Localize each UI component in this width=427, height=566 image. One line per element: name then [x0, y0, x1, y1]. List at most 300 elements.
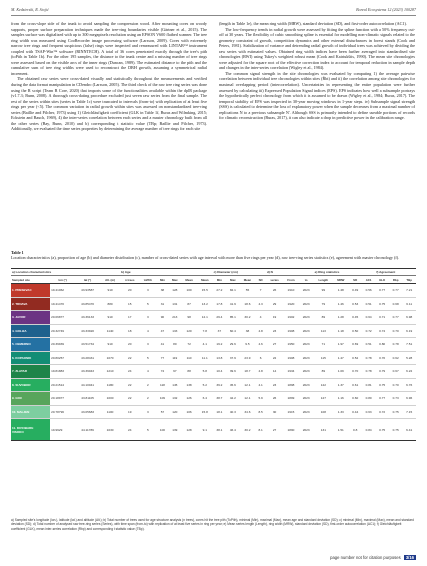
table-cell: 0.50	[348, 324, 361, 338]
table-cell: 0.45	[348, 311, 361, 325]
page-footer	[330, 555, 416, 560]
table-cell: 27	[266, 338, 283, 352]
table-cell: 113	[314, 324, 334, 338]
table-cell: 8.1	[255, 419, 266, 441]
table-cell: 19.41062	[50, 284, 75, 298]
table-cell: 9.1	[197, 419, 213, 441]
site-name-cell: 6. KOPAONIK	[11, 351, 50, 365]
column-header: Mean	[197, 276, 213, 284]
running-header-journal: Boreal Ecosystems 12 (2023) 100287	[356, 7, 416, 12]
column-header: Min	[213, 276, 226, 284]
site-name-cell: 9. GOC	[11, 392, 50, 406]
column-header: Mean	[240, 276, 256, 284]
table-group-header	[11, 269, 416, 276]
table-cell: 15.5	[197, 284, 213, 298]
paragraph: (length in Table 1e), the mean ring width (MRW), standard deviation (SD), and first-order autocorrelation (AC1).	[219, 21, 407, 26]
table-cell: 128	[168, 284, 181, 298]
table-cell: 60.4	[226, 324, 239, 338]
table-cell: 38.7	[213, 392, 226, 406]
column-header: From	[283, 276, 298, 284]
table-row	[11, 297, 416, 311]
column-header: Max	[226, 276, 239, 284]
footer-text: page number not for citation purposes	[330, 555, 401, 560]
table-cell: 6.41	[402, 419, 416, 441]
column-header: Mean	[181, 276, 197, 284]
table-cell: 30.2	[240, 419, 256, 441]
table-cell: 5.28	[402, 351, 416, 365]
table-cell: 1000	[100, 392, 120, 406]
table-cell: 0.71	[375, 311, 389, 325]
table-cell: 20.80257	[50, 351, 75, 365]
table-cell: 6.19	[402, 324, 416, 338]
column-header: series	[266, 276, 283, 284]
table-cell: 44.11789	[75, 419, 100, 441]
table-cell: 1899	[283, 392, 298, 406]
table-cell: 138	[181, 378, 197, 392]
right-text-column	[219, 21, 415, 121]
table-cell: 7.8	[197, 324, 213, 338]
table-cell: 17.8	[213, 297, 226, 311]
table-cell: 10.4	[213, 365, 226, 379]
table-cell: 0.75	[389, 419, 402, 441]
table-cell: 19.81883	[50, 365, 75, 379]
table-cell: 0.77	[389, 284, 402, 298]
table-cell: 6.4	[197, 392, 213, 406]
table-cell: 6	[255, 351, 266, 365]
paragraph: from the cross-slope side of the trunk to avoid sampling the compression wood. After mounting cores on woody supports, proper surface preparation techniques made the tree-ring boundaries visible (Gärtner et al., 2015). The samples surface was digitalized with up to 300 megapixels resolution using an EPSON V600 flatbed scanner. The tree ring width was measured using CooRecorder image processing software (Larsson, 2009). Cores with extremely narrow tree rings and frequent suspicious (false) rings were inspected and remeasured with LINTAB™ instrument coupled with TSAP-Win™ software (RINNTECH). A total of 36 cores penetrated exactly through the tree's pith (toPith in Table 1b). For the other 195 samples, the distance to the trunk centre and a missing number of tree rings were assessed based on the visible arcs of the inner rings (Duncan, 1989). The estimated distance to the pith and the cumulative sum of tree ring widths were used to reconstruct the DBH growth, assuming a symmetrical radial increment.	[11, 21, 207, 76]
table-cell: 7.51	[402, 338, 416, 352]
site-name-cell: 10. MALJEN	[11, 405, 50, 419]
header-rule	[11, 15, 416, 16]
table-cell: 12.1	[240, 392, 256, 406]
table-cell: 133	[168, 324, 181, 338]
column-header: Sampled site	[11, 276, 50, 284]
table-cell: 1950	[283, 338, 298, 352]
table-cell: 24	[120, 365, 139, 379]
table-cell: 4	[139, 365, 156, 379]
table-cell: 0.77	[375, 284, 389, 298]
table-cell: 98	[181, 311, 197, 325]
table-row	[11, 365, 416, 379]
table-cell: 41.9	[226, 297, 239, 311]
table-cell: 19.41470	[50, 297, 75, 311]
table-cell: 79	[314, 297, 334, 311]
table-cell: 1.51	[333, 419, 348, 441]
running-header-authors: M. Kedzierski, R. Stojić	[11, 7, 49, 12]
table-cell: 0.60	[348, 392, 361, 406]
left-text-column	[11, 21, 207, 132]
table-cell: 2023	[299, 419, 314, 441]
table-cell: 0.84	[362, 419, 375, 441]
table-cell: 108	[314, 405, 334, 419]
table-cell: 18.7	[240, 365, 256, 379]
table-cell: 77	[156, 351, 168, 365]
table-cell: 0.78	[362, 351, 375, 365]
table-cell: 43.39043	[75, 365, 100, 379]
table-cell: 20.32749	[50, 324, 75, 338]
table-cell: 3	[139, 284, 156, 298]
table-cell: 1910	[283, 284, 298, 298]
table-caption-text: Location characteristics (a), proportion of age (b) and diameter distribution (c), number of cross-dated series with age interval with more than five rings per year (d), raw tree-ring series statistics (e), agreement with master chronology (f).	[11, 255, 400, 261]
table-cell: 19.9929	[50, 419, 75, 441]
table-cell: 910	[100, 338, 120, 352]
table-cell: 4.1	[197, 338, 213, 352]
column-header: Max	[168, 276, 181, 284]
table-cell: 100	[181, 284, 197, 298]
table-cell: 8.5	[255, 405, 266, 419]
table-cell: 6.76	[402, 378, 416, 392]
table-footnote: a) Sampled site's longitude (lon.), latitude (lat.) and altitude (Alt.); b) Total number of trees used for age structure analysis (n trees), cores hit the tree pith (ToPith), minimal (Min), maximal (Max), mean age and standard deviation (SD); c) minimal (Min), maximal (Max), mean and standard deviation (SD); d) Total number of analysed raw tree-ring series (Series), with time span (from-to) with replication of at least five series in ring per year; e) Mean series length (Length), ring width (MRW), standard deviation (SD), first-order autocorrelation (AC1); f) Gleichläufigkeit coefficient (GLK), mean inter-series correlation (Rbp) and corresponding t statistic value (TBp).	[11, 518, 414, 531]
table-cell: 4	[255, 311, 266, 325]
table-cell: 23	[266, 378, 283, 392]
table-cell: 2023	[299, 311, 314, 325]
table-cell: 71	[314, 338, 334, 352]
table-cell: 0.74	[375, 324, 389, 338]
table-cell: 20.21514	[50, 378, 75, 392]
table-cell: 1908	[283, 351, 298, 365]
site-name-cell: 1. PRESEVAC	[11, 284, 50, 298]
table-cell: 30.2	[240, 311, 256, 325]
table-cell: 0.78	[389, 338, 402, 352]
table-cell: 43.33920	[75, 324, 100, 338]
table-cell: 5	[139, 297, 156, 311]
table-cell: 0.67	[389, 365, 402, 379]
table-cell: 910	[100, 311, 120, 325]
table-cell: 131	[168, 297, 181, 311]
table-cell: 0.70	[389, 378, 402, 392]
table-cell: 40.3	[226, 405, 239, 419]
table-cell: 0.63	[362, 405, 375, 419]
table-cell: 2023	[299, 284, 314, 298]
table-row	[11, 392, 416, 406]
table-cell: 100	[156, 419, 168, 441]
group-location: a) Location characteristics	[11, 269, 120, 276]
table-cell: 37	[213, 324, 226, 338]
table-cell: 2023	[299, 392, 314, 406]
column-header: Length	[314, 276, 334, 284]
table-cell: 55	[240, 284, 256, 298]
table-cell: 1210	[100, 365, 120, 379]
table-cell: 22	[120, 351, 139, 365]
table-cell: 4.8	[255, 365, 266, 379]
table-cell: 82.1	[226, 284, 239, 298]
paragraph: The low-frequency trends in radial growth were assessed by fitting the spline function with a 50% frequency cut-off at 30 years. The flexibility of cubic smoothing spline is essential for modelling non-climatic signals related to the geometry constraint of growth, competition dynamics and other external disturbances in forest stands (Cook and Peters, 1981). Stabilization of variance and detrending radial growth of individual trees was achieved by dividing the raw series with estimated values. Obtained ring width indices have been further averaged into standardised site chronologies (RWI) using Tukey's weighted robust mean (Cook and Kairiukštis, 1990). The mean site chronologies were adjusted for the square root of the effective correction index to account for temporal reduction in sample depth and changes in the inter-series correlation (Wigley et al., 1984).	[219, 26, 415, 71]
table-cell: 910	[100, 284, 120, 298]
table-cell: 29.4	[213, 311, 226, 325]
table-column-header	[11, 276, 416, 284]
table-cell: 38	[240, 324, 256, 338]
table-cell: 44.10041	[75, 378, 100, 392]
table-cell: 139	[168, 419, 181, 441]
table-cell: 2	[139, 378, 156, 392]
table-cell: 19	[266, 311, 283, 325]
table-cell: 26	[266, 284, 283, 298]
table-cell: 87	[181, 297, 197, 311]
table-cell: 1920	[283, 297, 298, 311]
table-cell: 6.22	[402, 365, 416, 379]
table-cell: 2023	[299, 378, 314, 392]
column-header: SD	[348, 276, 361, 284]
table-cell: 127	[314, 392, 334, 406]
group-agreement: f) Agreement	[375, 269, 416, 276]
table-caption	[11, 250, 416, 261]
table-cell: 1902	[283, 311, 298, 325]
table-cell: 122	[314, 378, 334, 392]
table-cell: 0.80	[362, 392, 375, 406]
table-cell: 1934	[283, 365, 298, 379]
table-cell: 29.6	[226, 338, 239, 352]
table-cell: 99	[314, 284, 334, 298]
table-cell: 57	[156, 405, 168, 419]
table-cell: 0.51	[362, 338, 375, 352]
column-header: toPith	[139, 276, 156, 284]
table-cell: 80	[168, 338, 181, 352]
table-cell: 1070	[100, 351, 120, 365]
table-cell: 18.6	[240, 297, 256, 311]
table-cell: 20	[120, 338, 139, 352]
column-header: to	[299, 276, 314, 284]
site-name-cell: 7. ZLATAR	[11, 365, 50, 379]
table-cell: 1915	[283, 405, 298, 419]
table-row	[11, 311, 416, 325]
table-cell: 145	[168, 378, 181, 392]
table-cell: 5.9	[255, 392, 266, 406]
table-cell: 1.46	[333, 297, 348, 311]
table-cell: 3	[139, 338, 156, 352]
table-cell: 30	[266, 405, 283, 419]
table-cell: 18.1	[213, 405, 226, 419]
table-cell: 1890	[283, 419, 298, 441]
table-cell: 0.75	[389, 405, 402, 419]
table-cell: 0.73	[389, 392, 402, 406]
group-age: b) Age	[120, 269, 213, 276]
table-cell: 3	[139, 311, 156, 325]
table-cell: 0.70	[389, 324, 402, 338]
table-cell: 0.56	[362, 284, 375, 298]
table-cell: 9.5	[240, 338, 256, 352]
site-name-cell: 2. TRNAVA	[11, 297, 50, 311]
table-cell: 11.1	[197, 351, 213, 365]
table-cell: 6.98	[402, 311, 416, 325]
column-header: AC1	[362, 276, 375, 284]
paragraph: The obtained raw series were cross-dated visually and statistically throughout the measurements and verified during the data format manipulation in CDendro (Larsson, 2005). The third check of the raw tree ring series was done using the R script (Team R Core, 2020) that imports some of the functionalities available within the dplR package (v1.7.3; Bunn, 2008). A thorough cross-dating procedure excluded just seven raw series from the final sample. The rest of the series within sites (series in Table 1c) were truncated to intervals (from-to) with replication of at least five rings per year (<5). The common variation in radial growth within sites was assessed on nonstandardized tree-ring series (Baillie and Pilcher, 1973) using 1) Gleichläufigkeit coefficient (GLK in Table 1f, Buras and Wilmking, 2015; Eckstein and Bauch, 1969), 4) the inter-series correlation between each series and a master chronology built from all the other series (Bay, Bunn, 2010) and b) corresponding t statistic value (TBp; Baillie and Pilcher, 1973). Additionally, we evaluated the time series properties by determining the average number of tree rings for each site	[11, 76, 207, 132]
table-cell: 115	[314, 351, 334, 365]
table-cell: 15.8	[197, 405, 213, 419]
table-cell: 0.70	[375, 351, 389, 365]
table-cell: 43.51734	[75, 338, 100, 352]
site-name-cell: 8. SUVOBOR	[11, 378, 50, 392]
table-row	[11, 419, 416, 441]
table-cell: 13.2	[197, 297, 213, 311]
table-cell: 2023	[299, 297, 314, 311]
table-cell: 19	[120, 405, 139, 419]
table-cell: 43.81105	[75, 392, 100, 406]
column-header: n trees	[120, 276, 139, 284]
table-cell: 13.8	[213, 351, 226, 365]
table-cell: 1100	[100, 405, 120, 419]
table-cell: 89	[314, 311, 334, 325]
location-table	[11, 268, 416, 441]
table-cell: 43.85470	[75, 297, 100, 311]
table-cell: 2023	[299, 365, 314, 379]
table-cell: 110	[181, 351, 197, 365]
table-row	[11, 405, 416, 419]
table-cell: 2023	[299, 324, 314, 338]
column-header: lon (°)	[50, 276, 75, 284]
table-cell: 2023	[299, 351, 314, 365]
table-cell: 1908	[283, 324, 298, 338]
table-cell: 23.9	[240, 351, 256, 365]
table-cell: 43.93587	[75, 284, 100, 298]
table-cell: 880	[100, 297, 120, 311]
table-cell: 97	[168, 365, 181, 379]
table-cell: 0.69	[348, 338, 361, 352]
table-cell: 1.28	[333, 311, 348, 325]
table-cell: 12.1	[197, 311, 213, 325]
site-name-cell: 3. JAVOR	[11, 311, 50, 325]
table-cell: 7	[255, 284, 266, 298]
table-cell: 132	[168, 392, 181, 406]
table-cell: 20.39939	[50, 338, 75, 352]
table-cell: 1180	[100, 378, 120, 392]
table-cell: 38.1	[213, 419, 226, 441]
table-cell: 1.16	[333, 392, 348, 406]
table-cell: 90	[156, 311, 168, 325]
table-cell: 37.9	[226, 351, 239, 365]
table-cell: 5	[139, 419, 156, 441]
table-cell: 0.78	[362, 365, 375, 379]
site-name-cell	[11, 419, 50, 441]
table-cell: 42.2	[226, 392, 239, 406]
table-cell: 0.61	[348, 378, 361, 392]
table-cell: 0.72	[362, 324, 375, 338]
table-cell: 0.81	[362, 378, 375, 392]
table-row	[11, 284, 416, 298]
table-cell: 1.09	[333, 365, 348, 379]
table-cell: 0.79	[375, 365, 389, 379]
table-cell: 118	[156, 378, 168, 392]
table-cell: 126	[181, 392, 197, 406]
table-cell: 23	[266, 324, 283, 338]
table-cell: 43.36133	[75, 311, 100, 325]
table-cell: 4.8	[255, 324, 266, 338]
table-cell: 5.8	[197, 365, 213, 379]
table-cell: 0.77	[389, 311, 402, 325]
table-cell: 17	[120, 311, 139, 325]
column-header: SD	[255, 276, 266, 284]
table-cell: 1898	[283, 378, 298, 392]
table-cell: 1140	[100, 324, 120, 338]
table-cell: 38	[156, 284, 168, 298]
table-cell: 15	[120, 297, 139, 311]
table-cell: 19.2	[213, 338, 226, 352]
table-cell: 2023	[299, 405, 314, 419]
table-cell: 18	[120, 324, 139, 338]
table-cell: 46.4	[226, 419, 239, 441]
table-cell: 20.06877	[50, 311, 75, 325]
table-cell: 2	[139, 392, 156, 406]
table-cell: 1.18	[333, 324, 348, 338]
table-cell: 31	[156, 297, 168, 311]
group-ring-stats: e) Ring statistics	[314, 269, 376, 276]
paragraph: The common signal strength in the site chronologies was evaluated by computing 1) the average pairwise correlation between individual tree chronologies within sites (R̄bt) and ii) the correlation among site chronologies for maximal overlapping period (intercorrelation). Uncertainties in representing the entire population were further assessed by calculating iii) Expressed Population Signal indices (EPS). EPS indicates how well a subsample portrays the hypothetically perfect chronology from which it is assumed to be drawn (Wigley et al., 1984; Buras, 2017). The temporal stability of EPS was inspected in 30-year moving windows in 1-year steps. iv) Subsample signal strength (SSS) is calculated to determine the loss of explanatory power when the sample decreases from a maximal number of replications N to a previous subsample N'. Although SSS is primarily intended to define useable portions of records for climatic reconstruction (Buras, 2017), it can also indicate a drop in predictive power in the calibration range.	[219, 70, 415, 121]
table-cell: 128	[181, 419, 197, 441]
table-cell: 119	[168, 351, 181, 365]
site-name-cell: 5. CEMERNO	[11, 338, 50, 352]
column-header: lat (°)	[75, 276, 100, 284]
site-name-line: VISOKO	[12, 429, 24, 434]
table-cell: 0.77	[375, 392, 389, 406]
table-cell: 120	[181, 324, 197, 338]
table-cell: 47	[156, 324, 168, 338]
column-header: MRW	[333, 276, 348, 284]
table-cell: 109	[156, 392, 168, 406]
table-cell: 43.05683	[75, 405, 100, 419]
table-cell: 43.28431	[75, 351, 100, 365]
table-cell: 6.11	[402, 297, 416, 311]
table-cell: 0.70	[348, 365, 361, 379]
table-cell: 1.48	[333, 284, 348, 298]
table-cell: 131	[314, 419, 334, 441]
table-cell: 6.96	[402, 392, 416, 406]
table-cell: 0.49	[348, 284, 361, 298]
column-header: TBp	[402, 276, 416, 284]
table-row	[11, 378, 416, 392]
table-cell: 72	[181, 338, 197, 352]
table-cell: 213	[168, 311, 181, 325]
group-diameter: c) Diameter (cm)	[213, 269, 266, 276]
table-cell: 20.78796	[50, 405, 75, 419]
table-cell: 74	[156, 365, 168, 379]
column-header: Alt. (m)	[100, 276, 120, 284]
column-header: Rbp	[389, 276, 402, 284]
table-cell: 0.53	[348, 297, 361, 311]
table-cell: 5.2	[197, 378, 213, 392]
table-cell: 22	[120, 392, 139, 406]
table-cell: 1030	[100, 419, 120, 441]
table-cell: 1.37	[333, 378, 348, 392]
table-cell: 0.72	[375, 405, 389, 419]
table-cell: 3	[139, 405, 156, 419]
table-cell: 27	[266, 419, 283, 441]
table-cell: 24	[120, 419, 139, 441]
table-cell: 29	[266, 297, 283, 311]
table-cell: 7.15	[402, 405, 416, 419]
table-cell: 1.47	[333, 351, 348, 365]
table-cell: 106	[181, 405, 197, 419]
table-cell: 0.75	[375, 378, 389, 392]
table-cell: 120	[168, 405, 181, 419]
column-header: GLK	[375, 276, 389, 284]
table-title: Table 1	[11, 250, 24, 255]
table-cell: 85.1	[226, 311, 239, 325]
site-name-line: 11. DIVCIBARE	[12, 425, 34, 430]
table-cell: 4.3	[255, 297, 266, 311]
table-cell: 7.21	[402, 284, 416, 298]
group-n: d) N	[266, 269, 314, 276]
table-cell: 14	[266, 365, 283, 379]
table-row	[11, 338, 416, 352]
table-cell: 26	[266, 392, 283, 406]
table-cell: 41	[156, 338, 168, 352]
site-name-cell: 4. GOLIJA	[11, 324, 50, 338]
table-cell: 20.18977	[50, 392, 75, 406]
table-cell: 22	[266, 351, 283, 365]
table-cell: 4.6	[255, 338, 266, 352]
table-cell: 27.2	[213, 284, 226, 298]
table-cell: 4	[139, 324, 156, 338]
table-cell: 45.6	[226, 378, 239, 392]
